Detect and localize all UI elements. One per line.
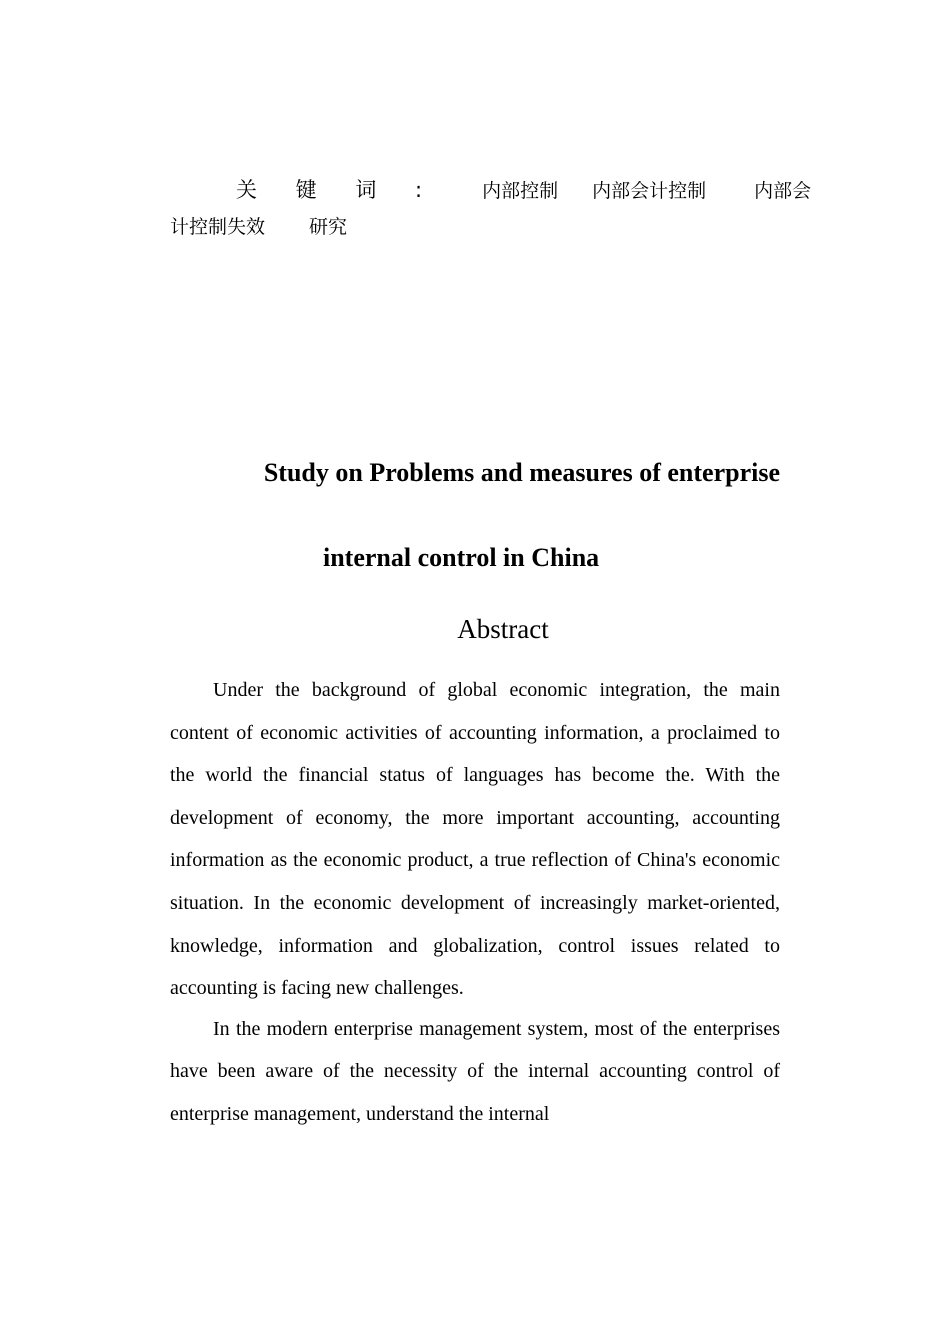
keyword-term: 内部会计控制: [592, 180, 707, 202]
keywords-line-2: [170, 211, 780, 243]
keywords-label: 关 键 词 :: [236, 178, 439, 202]
keyword-term: 内部控制: [482, 180, 559, 202]
english-title-line-2: internal control in China: [323, 543, 600, 572]
keyword-term: 研究: [309, 216, 348, 238]
keywords-section: [170, 170, 812, 243]
abstract-paragraph: Under the background of global economic integration, the main content of economic activities of accounting information, a proclaimed to the world the financial status of languages has become the. With the development of economy, the more important accounting, accounting information as the economic product, a true reflection of China's economic situation. In the economic development of increasingly market-oriented, knowledge, information and globalization, control issues related to accounting is facing new challenges.: [170, 679, 780, 1000]
english-title-line-1: Study on Problems and measures of enterprise: [263, 458, 780, 487]
abstract-heading: Abstract: [457, 614, 549, 644]
keywords-line-1: [170, 170, 812, 211]
keyword-term: 计控制失效: [170, 216, 266, 238]
abstract-body: [170, 669, 780, 1136]
abstract-paragraph: In the modern enterprise management system, most of the enterprises have been aware of the necessity of the internal accounting control of enterprise management, understand the internal: [170, 1017, 780, 1125]
keyword-term: 内部会: [754, 180, 812, 202]
